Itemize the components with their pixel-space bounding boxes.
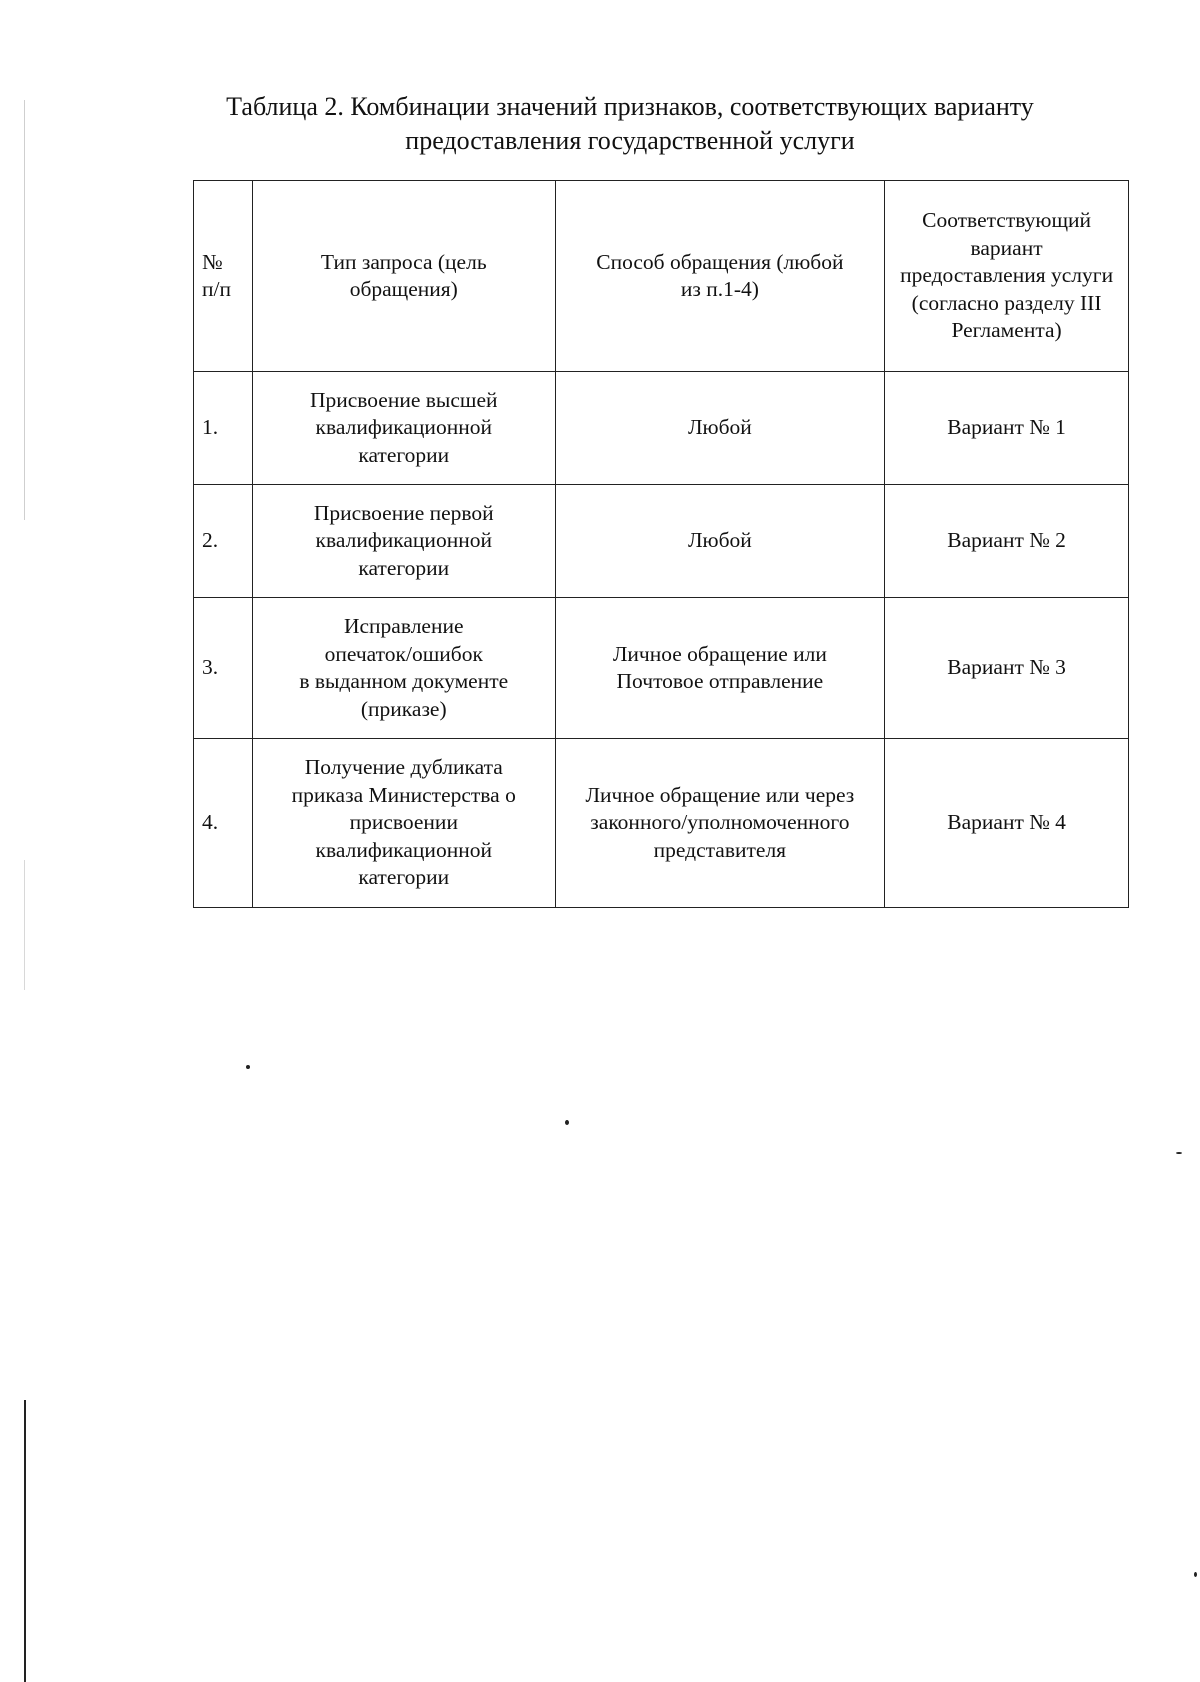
scan-edge-line [24,1400,26,1682]
header-number: № п/п [194,181,253,372]
row-service-variant: Вариант № 4 [885,739,1129,908]
table-row [194,598,1129,739]
table-caption-line-1: Таблица 2. Комбинации значений признаков, соответствующих варианту [226,92,1034,121]
scan-speck [565,1120,569,1125]
row-request-type: Присвоение первой квалификационной категории [252,485,555,598]
row-service-variant: Вариант № 2 [885,485,1129,598]
service-variants-table [193,180,1129,908]
scan-speck [1194,1572,1197,1577]
row-number: 1. [194,372,253,485]
row-request-type: Присвоение высшей квалификационной категории [252,372,555,485]
header-request-method: Способ обращения (любой из п.1-4) [555,181,885,372]
table-header-row [194,181,1129,372]
row-request-method: Личное обращение или через законного/уполномоченного представителя [555,739,885,908]
header-request-type: Тип запроса (цель обращения) [252,181,555,372]
table-row [194,485,1129,598]
row-number: 4. [194,739,253,908]
row-request-method: Личное обращение или Почтовое отправление [555,598,885,739]
row-request-method: Любой [555,372,885,485]
table-row [194,372,1129,485]
scan-speck [1176,1152,1182,1154]
scan-speck [246,1065,250,1069]
row-request-method: Любой [555,485,885,598]
row-service-variant: Вариант № 3 [885,598,1129,739]
row-number: 2. [194,485,253,598]
row-request-type: Исправление опечаток/ошибок в выданном документе (приказе) [252,598,555,739]
scan-edge-line [24,100,25,520]
table-caption [180,90,1080,158]
header-service-variant: Соответствующий вариант предоставления услуги (согласно разделу III Регламента) [885,181,1129,372]
scan-edge-line [24,860,25,990]
row-number: 3. [194,598,253,739]
row-service-variant: Вариант № 1 [885,372,1129,485]
table-row [194,739,1129,908]
table-caption-line-2: предоставления государственной услуги [405,126,855,155]
row-request-type: Получение дубликата приказа Министерства о присвоении квалификационной категории [252,739,555,908]
